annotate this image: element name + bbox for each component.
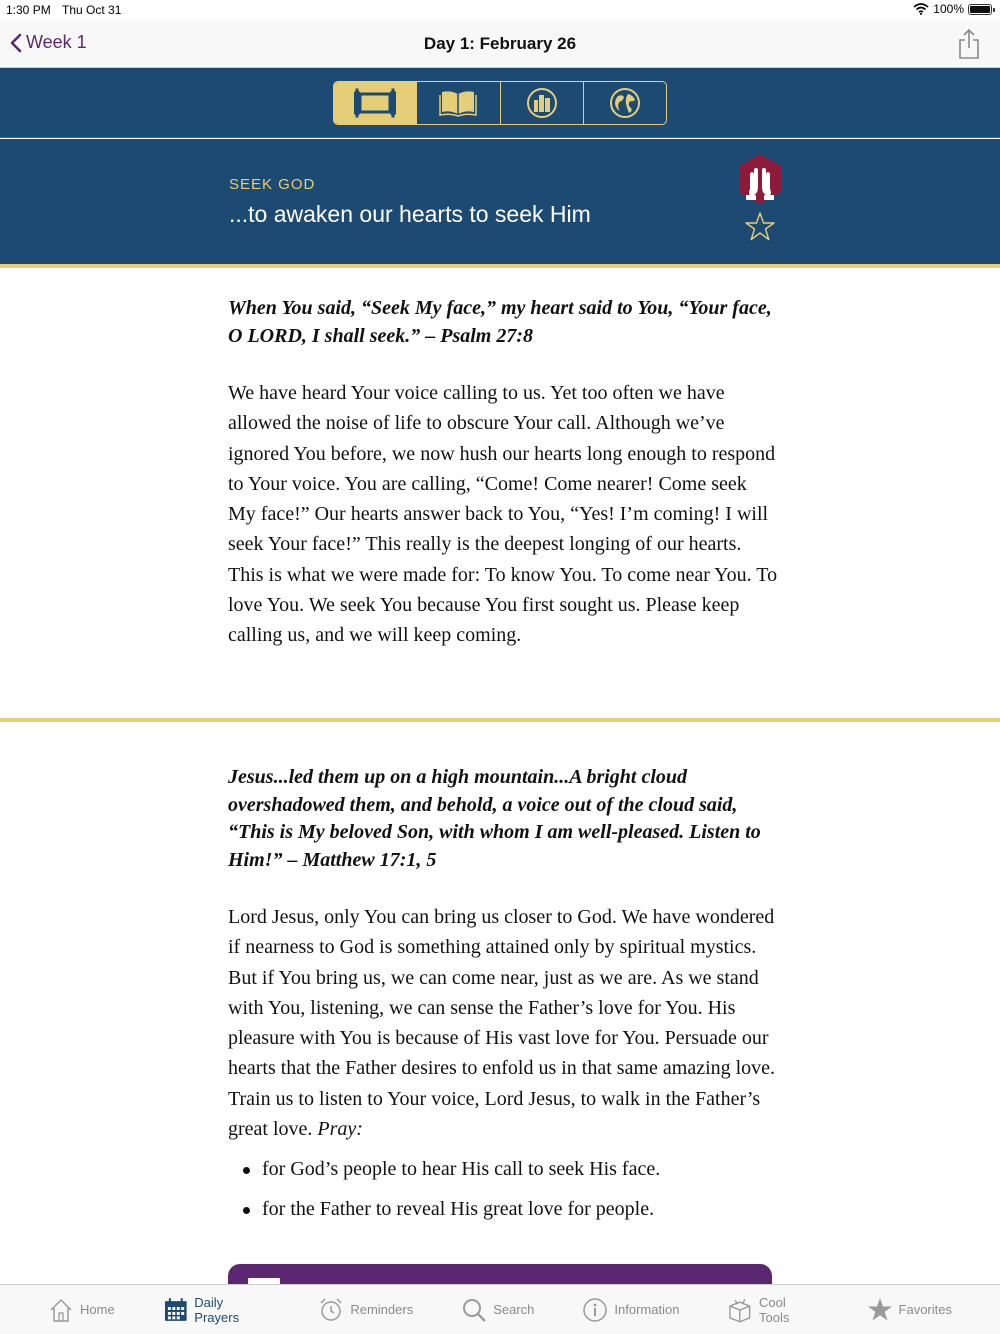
prayer-point: for the Father to reveal His great love for people. xyxy=(262,1198,655,1221)
section-toolbar xyxy=(0,68,1000,138)
devotional-content[interactable] xyxy=(0,269,1000,1284)
search-icon xyxy=(461,1297,487,1323)
toolbox-icon xyxy=(727,1297,753,1323)
tab-label: Search xyxy=(493,1302,535,1317)
navigation-bar xyxy=(0,20,1000,68)
raised-hands-icon xyxy=(737,153,783,205)
bullet-icon xyxy=(243,1207,250,1214)
prayer-text: We have heard Your voice calling to us. Yet too often we have allowed the noise of life to obscure Your call. Although we’ve ignored You before, we now hush our hearts long enough to respond to Your voice. You are calling, “Come! Come nearer! Come seek My face!” Our hearts answer back to You, “Yes! I’m coming! I will seek Your face!” This really is the deepest longing of our hearts. This is what we were made for: To know You. To come near You. To love You. We seek You because You first sought us. Please keep calling us, and we will keep coming. xyxy=(228,382,778,647)
share-button[interactable] xyxy=(956,28,982,60)
tab-label: Cool Tools xyxy=(759,1294,790,1325)
tab-cool-tools[interactable] xyxy=(727,1285,818,1334)
status-bar xyxy=(0,0,1000,20)
home-icon xyxy=(48,1297,74,1323)
tab-bar xyxy=(0,1284,1000,1334)
segment-scroll[interactable] xyxy=(334,82,417,124)
prayer-point: for God’s people to hear His call to seek His face. xyxy=(262,1158,661,1181)
info-icon xyxy=(582,1297,608,1323)
star-icon xyxy=(867,1297,893,1323)
action-card[interactable] xyxy=(228,1264,772,1284)
tab-label: Daily Prayers xyxy=(194,1294,240,1325)
back-label: Week 1 xyxy=(26,32,87,52)
list-item xyxy=(228,1194,778,1224)
scripture-verse: When You said, “Seek My face,” my heart said to You, “Your face, O LORD, I shall seek.” – Psalm 27:8 xyxy=(228,297,772,347)
section-segmented-control xyxy=(333,81,667,125)
tab-label: Information xyxy=(614,1302,680,1317)
globe-icon xyxy=(609,87,641,119)
tab-label: Home xyxy=(80,1302,115,1317)
gold-divider xyxy=(0,718,1000,722)
devotional-section xyxy=(228,764,778,1234)
tab-favorites[interactable] xyxy=(867,1285,952,1334)
tab-daily-prayers[interactable] xyxy=(163,1285,271,1334)
alarm-clock-icon xyxy=(318,1297,344,1323)
battery-percent: 100% xyxy=(933,2,964,16)
section-eyebrow: SEEK GOD xyxy=(229,176,316,193)
tab-information[interactable] xyxy=(582,1285,679,1334)
scroll-icon xyxy=(352,88,398,118)
gold-divider xyxy=(0,264,1000,268)
devotional-section xyxy=(228,295,778,651)
tab-label: Favorites xyxy=(898,1302,952,1317)
battery-icon xyxy=(968,4,992,15)
share-icon xyxy=(956,28,982,60)
calendar-icon xyxy=(163,1297,189,1323)
status-right xyxy=(913,2,992,16)
page-title: Day 1: February 26 xyxy=(423,34,577,53)
prayer-text xyxy=(228,902,778,1144)
wifi-icon xyxy=(913,3,929,15)
bullet-icon xyxy=(243,1167,250,1174)
status-date: Thu Oct 31 xyxy=(62,3,122,17)
tab-reminders[interactable] xyxy=(318,1285,413,1334)
segment-globe[interactable] xyxy=(584,82,666,124)
section-headline: ...to awaken our hearts to seek Him xyxy=(229,201,591,227)
segment-city[interactable] xyxy=(501,82,584,124)
status-time: 1:30 PM xyxy=(6,3,51,17)
star-outline-icon[interactable] xyxy=(744,211,776,243)
tab-home[interactable] xyxy=(48,1285,115,1334)
tab-search[interactable] xyxy=(461,1285,534,1334)
prayer-points xyxy=(228,1154,778,1224)
devotional-header xyxy=(0,139,1000,265)
pray-label: Pray: xyxy=(317,1118,363,1141)
prayer-body: Lord Jesus, only You can bring us closer to God. We have wondered if nearness to God is something attained only by spiritual mystics. But if You bring us, we can come near, just as we are. As we stand with You, listening, we can sense the Father’s love for You. His pleasure with You is because of His vast love for You. Persuade our hearts that the Father desires to enfold us in that same amazing love. Train us to listen to Your voice, Lord Jesus, to walk in the Father’s great love. xyxy=(228,906,776,1141)
segment-book[interactable] xyxy=(417,82,500,124)
list-item xyxy=(228,1154,778,1184)
tab-label: Reminders xyxy=(350,1302,414,1317)
scripture-verse: Jesus...led them up on a high mountain...A bright cloud overshadowed them, and behold, a voice out of the cloud said, “This is My beloved Son, with whom I am well-pleased. Listen to Him!” – Matthew 17:1, 5 xyxy=(228,766,761,871)
open-book-icon xyxy=(439,89,477,117)
city-icon xyxy=(526,87,558,119)
